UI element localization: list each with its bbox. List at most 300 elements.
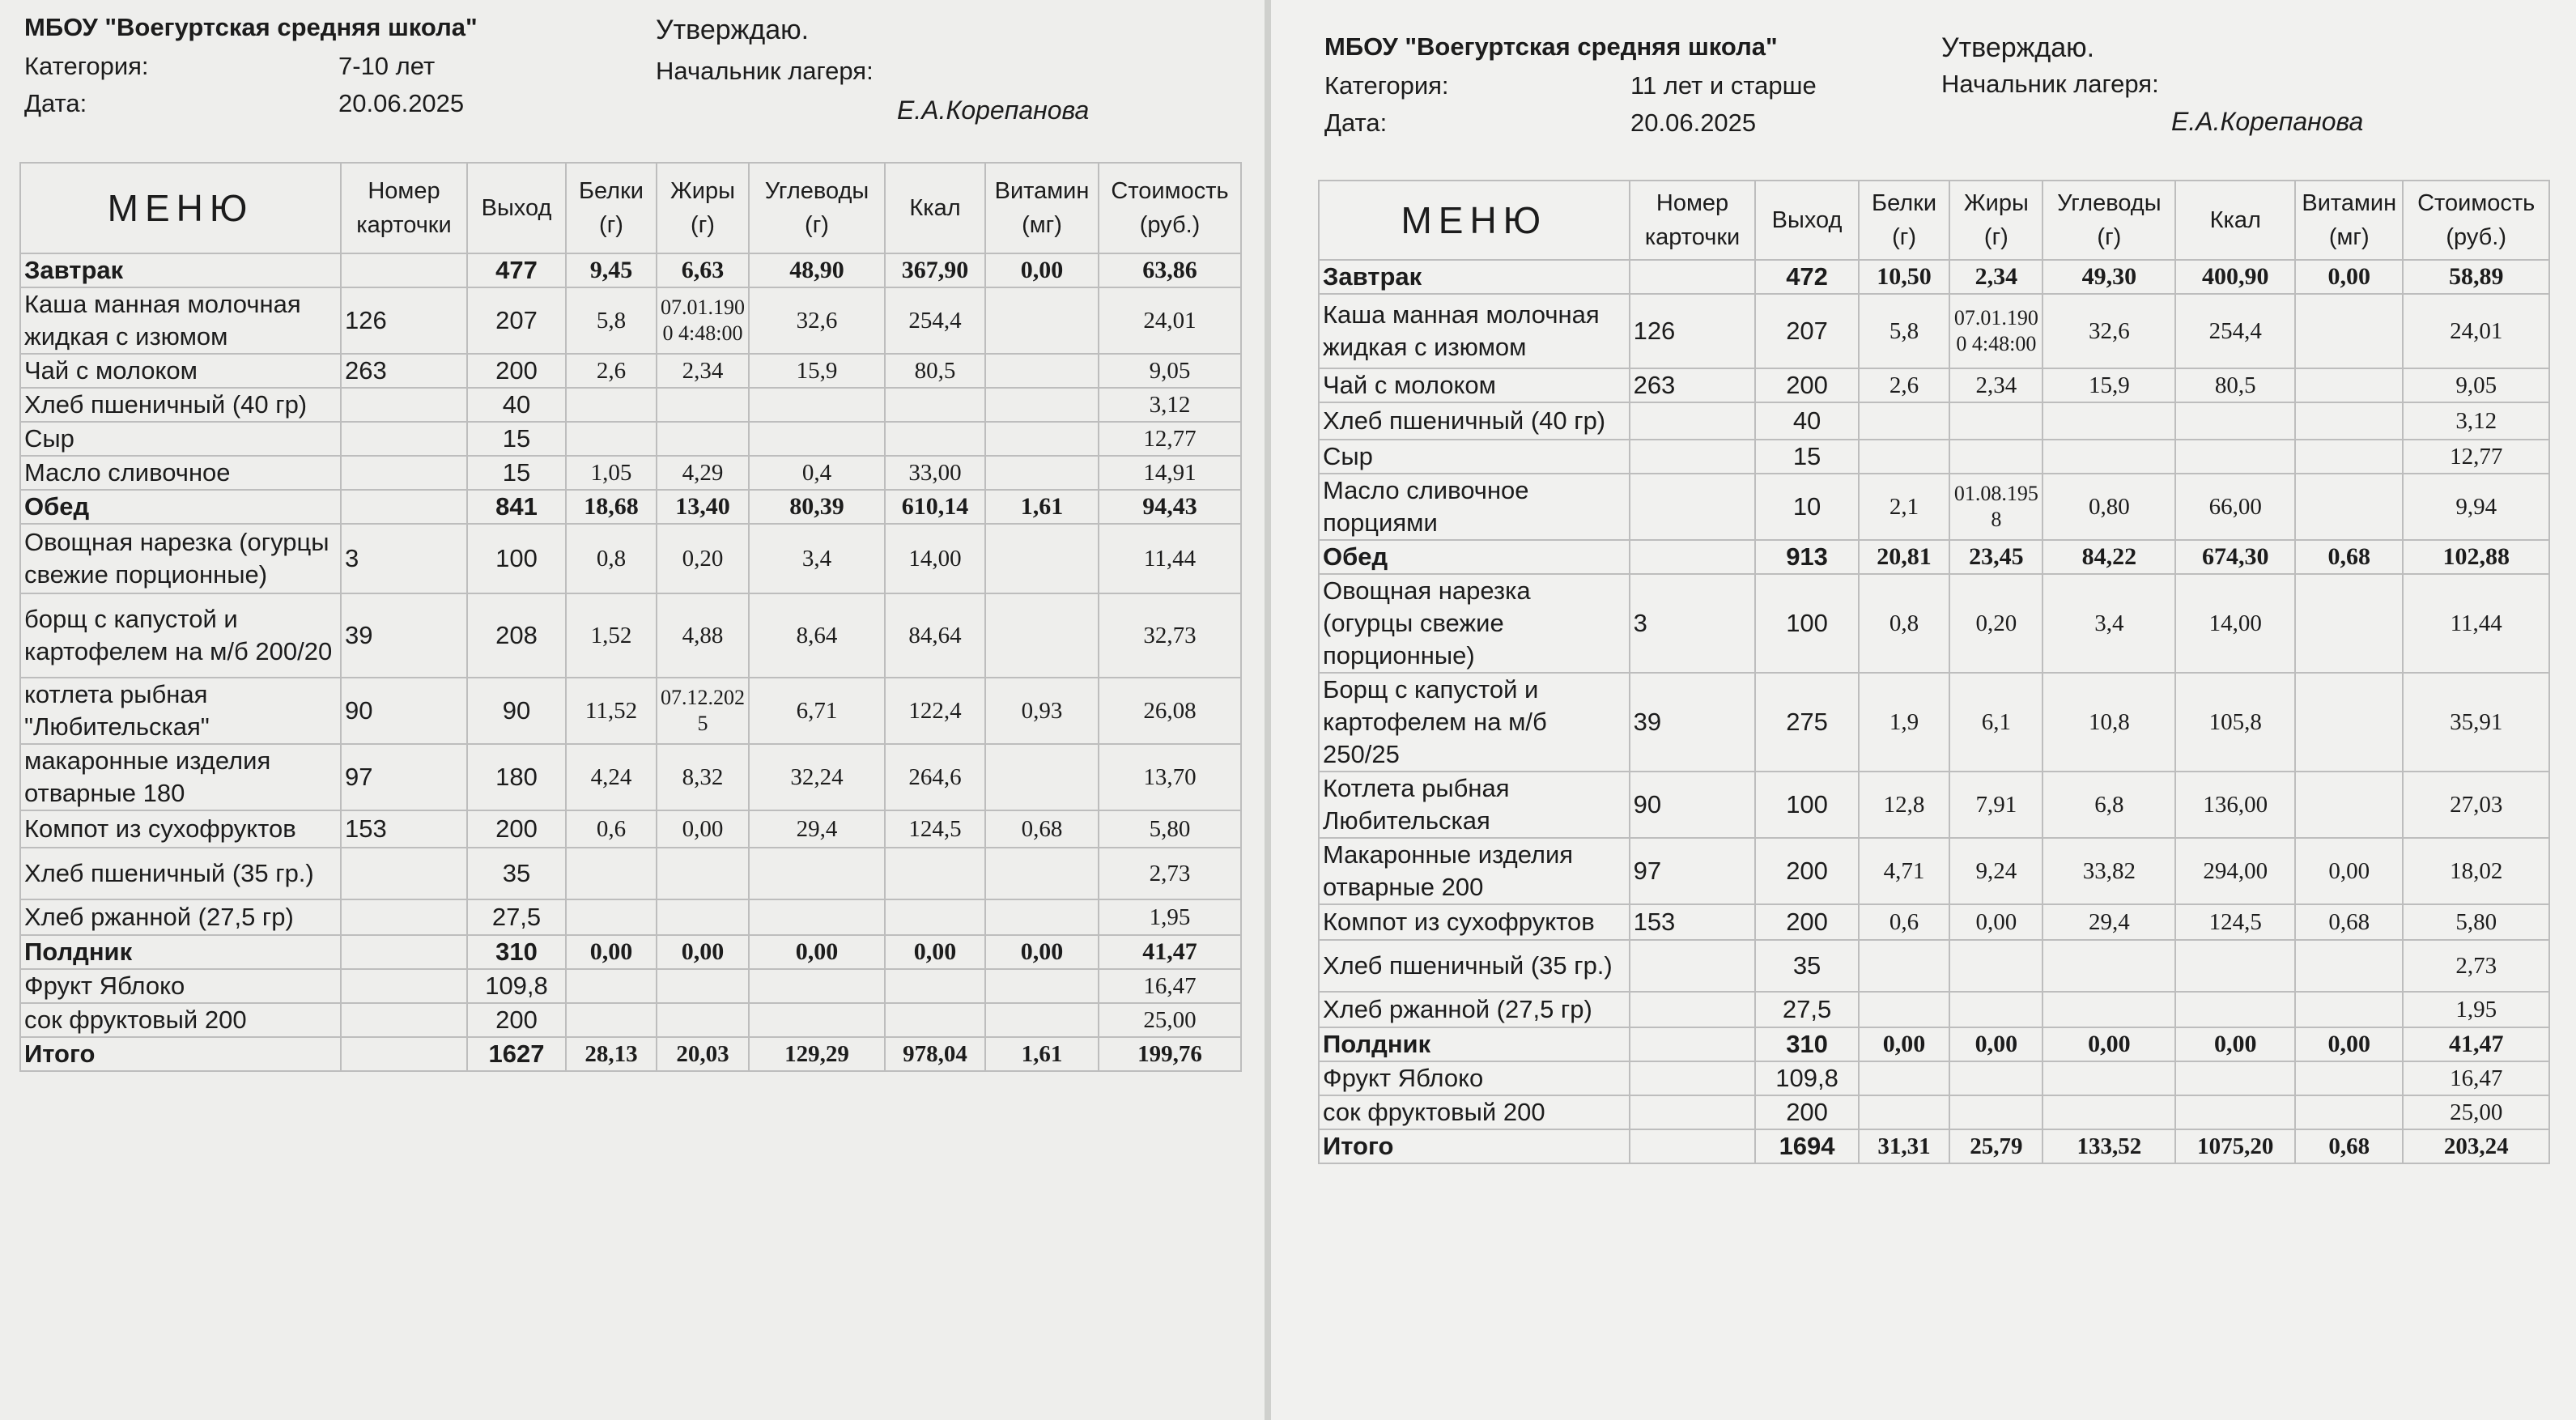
cost-value: 1,95 [2403,992,2549,1027]
dish-name: Компот из сухофруктов [1319,904,1630,940]
fat-value [1949,992,2043,1027]
output-grams: 200 [467,1003,566,1037]
dish-name: Хлеб пшеничный (40 гр) [20,388,341,422]
category-value: 11 лет и старше [1630,71,1817,100]
vitamin-value: 0,00 [2295,838,2403,904]
output-grams: 27,5 [1755,992,1858,1027]
output-grams: 35 [467,848,566,899]
cost-value: 18,02 [2403,838,2549,904]
dish-name: сок фруктовый 200 [1319,1095,1630,1129]
vitamin-value [985,456,1099,490]
card-number: 90 [341,678,467,744]
output-grams: 200 [467,810,566,848]
output-grams: 15 [1755,440,1858,474]
carbs-value: 6,71 [749,678,885,744]
date-label: Дата: [1324,108,1388,137]
table-row [20,848,1241,899]
dish-name: Овощная нарезка (огурцы свежие порционные) [20,524,341,593]
column-header-carbs: Углеводы (г) [749,163,885,253]
kcal-value: 400,90 [2175,260,2295,294]
card-number [1630,402,1756,440]
signature-name: Е.А.Корепанова [897,96,1090,125]
table-row [1319,368,2549,402]
table-row [1319,1061,2549,1095]
column-header-menu: МЕНЮ [1319,181,1630,260]
carbs-value: 0,4 [749,456,885,490]
fat-value [657,848,749,899]
fat-value [657,969,749,1003]
protein-value [1859,1061,1950,1095]
fat-value: 0,00 [657,935,749,969]
kcal-value: 124,5 [2175,904,2295,940]
dish-name: Чай с молоком [20,354,341,388]
protein-value [566,899,657,935]
cost-value: 12,77 [2403,440,2549,474]
kcal-value: 264,6 [885,744,985,810]
approve-text: Утверждаю. [656,15,810,45]
carbs-value [749,1003,885,1037]
card-number [341,456,467,490]
output-grams: 109,8 [467,969,566,1003]
card-number: 126 [1630,294,1756,368]
card-number [341,388,467,422]
cost-value: 14,91 [1099,456,1241,490]
kcal-value [2175,1061,2295,1095]
kcal-value: 84,64 [885,593,985,678]
dish-name: Масло сливочное [20,456,341,490]
date-value: 20.06.2025 [338,89,465,117]
dish-name: борщ с капустой и картофелем на м/б 200/20 [20,593,341,678]
vitamin-value: 0,68 [2295,540,2403,574]
meal-section-row [20,490,1241,524]
meal-section-row [20,935,1241,969]
vitamin-value [2295,402,2403,440]
table-row [20,899,1241,935]
fat-value [657,422,749,456]
protein-value: 2,1 [1859,474,1950,540]
vitamin-value: 0,93 [985,678,1099,744]
protein-value [566,848,657,899]
vitamin-value [2295,574,2403,673]
vitamin-value: 1,61 [985,1037,1099,1071]
fat-value: 07.01.190 0 4:48:00 [657,287,749,354]
cost-value: 203,24 [2403,1129,2549,1163]
table-row [1319,838,2549,904]
protein-value [1859,992,1950,1027]
kcal-value: 136,00 [2175,772,2295,838]
carbs-value: 129,29 [749,1037,885,1071]
output-grams: 90 [467,678,566,744]
output-grams: 109,8 [1755,1061,1858,1095]
vitamin-value [2295,1061,2403,1095]
dish-name: макаронные изделия отварные 180 [20,744,341,810]
carbs-value: 32,24 [749,744,885,810]
cost-value: 9,05 [1099,354,1241,388]
carbs-value: 49,30 [2043,260,2175,294]
dish-name: Котлета рыбная Любительская [1319,772,1630,838]
cost-value: 32,73 [1099,593,1241,678]
meal-section-row [20,253,1241,287]
protein-value: 1,52 [566,593,657,678]
protein-value: 9,45 [566,253,657,287]
fat-value: 2,34 [657,354,749,388]
vitamin-value [985,848,1099,899]
table-row [1319,772,2549,838]
cost-value: 63,86 [1099,253,1241,287]
cost-value: 5,80 [2403,904,2549,940]
output-grams: 310 [467,935,566,969]
fat-value [1949,440,2043,474]
dish-name: Полдник [1319,1027,1630,1061]
cost-value: 24,01 [2403,294,2549,368]
column-header-fat: Жиры (г) [1949,181,2043,260]
table-row [1319,440,2549,474]
carbs-value: 29,4 [749,810,885,848]
vitamin-value: 0,68 [985,810,1099,848]
meal-section-row [1319,1027,2549,1061]
carbs-value [2043,1061,2175,1095]
output-grams: 40 [467,388,566,422]
table-row [1319,904,2549,940]
table-header-row [1319,181,2549,260]
card-number [341,899,467,935]
protein-value [566,422,657,456]
fat-value: 8,32 [657,744,749,810]
dish-name: Компот из сухофруктов [20,810,341,848]
column-header-kcal: Ккал [885,163,985,253]
kcal-value [885,899,985,935]
protein-value: 2,6 [1859,368,1950,402]
school-name: МБОУ "Воегуртская средняя школа" [1324,32,1778,61]
table-row [20,744,1241,810]
kcal-value [2175,402,2295,440]
dish-name: Макаронные изделия отварные 200 [1319,838,1630,904]
fat-value: 07.01.190 0 4:48:00 [1949,294,2043,368]
card-number [341,422,467,456]
card-number [1630,1061,1756,1095]
vitamin-value [985,969,1099,1003]
protein-value [1859,440,1950,474]
kcal-value: 105,8 [2175,673,2295,772]
card-number: 39 [1630,673,1756,772]
column-header-card: Номер карточки [341,163,467,253]
kcal-value: 122,4 [885,678,985,744]
fat-value: 9,24 [1949,838,2043,904]
table-row [20,287,1241,354]
card-number [341,490,467,524]
carbs-value [2043,440,2175,474]
output-grams: 40 [1755,402,1858,440]
protein-value: 11,52 [566,678,657,744]
vitamin-value [2295,772,2403,838]
fat-value [657,388,749,422]
dish-name: Фрукт Яблоко [20,969,341,1003]
protein-value: 28,13 [566,1037,657,1071]
fat-value: 0,00 [1949,904,2043,940]
vitamin-value [2295,368,2403,402]
category-label: Категория: [24,52,149,80]
fat-value: 07.12.202 5 [657,678,749,744]
card-number [1630,540,1756,574]
vitamin-value: 0,68 [2295,904,2403,940]
fat-value [657,899,749,935]
carbs-value [749,388,885,422]
cost-value: 12,77 [1099,422,1241,456]
cost-value: 27,03 [2403,772,2549,838]
carbs-value: 15,9 [749,354,885,388]
table-row [20,524,1241,593]
dish-name: Обед [20,490,341,524]
column-header-vitamin: Витамин (мг) [985,163,1099,253]
fat-value [657,1003,749,1037]
category-value: 7-10 лет [338,52,436,80]
column-header-cost: Стоимость (руб.) [2403,181,2549,260]
output-grams: 15 [467,422,566,456]
vitamin-value [985,899,1099,935]
column-header-vitamin: Витамин (мг) [2295,181,2403,260]
carbs-value [749,848,885,899]
carbs-value: 3,4 [2043,574,2175,673]
dish-name: Итого [20,1037,341,1071]
kcal-value: 674,30 [2175,540,2295,574]
fat-value: 2,34 [1949,260,2043,294]
cost-value: 25,00 [1099,1003,1241,1037]
fat-value: 20,03 [657,1037,749,1071]
table-row [1319,940,2549,992]
card-number: 263 [1630,368,1756,402]
kcal-value: 14,00 [2175,574,2295,673]
carbs-value: 0,00 [2043,1027,2175,1061]
card-number: 3 [1630,574,1756,673]
output-grams: 207 [1755,294,1858,368]
dish-name: Завтрак [20,253,341,287]
card-number: 39 [341,593,467,678]
protein-value: 0,00 [1859,1027,1950,1061]
fat-value: 25,79 [1949,1129,2043,1163]
protein-value: 0,6 [1859,904,1950,940]
cost-value: 3,12 [2403,402,2549,440]
cost-value: 2,73 [1099,848,1241,899]
vitamin-value [2295,440,2403,474]
card-number [1630,1027,1756,1061]
kcal-value [885,422,985,456]
carbs-value: 80,39 [749,490,885,524]
table-row [1319,1095,2549,1129]
vitamin-value: 0,00 [2295,260,2403,294]
camp-head-label: Начальник лагеря: [656,57,874,85]
dish-name: Сыр [20,422,341,456]
fat-value: 4,29 [657,456,749,490]
dish-name: Итого [1319,1129,1630,1163]
carbs-value [2043,1095,2175,1129]
dish-name: Чай с молоком [1319,368,1630,402]
card-number: 153 [341,810,467,848]
cost-value: 16,47 [2403,1061,2549,1095]
dish-name: Сыр [1319,440,1630,474]
dish-name: Хлеб ржанной (27,5 гр) [20,899,341,935]
cost-value: 58,89 [2403,260,2549,294]
output-grams: 841 [467,490,566,524]
protein-value: 20,81 [1859,540,1950,574]
carbs-value [749,422,885,456]
output-grams: 100 [467,524,566,593]
dish-name: Овощная нарезка (огурцы свежие порционные) [1319,574,1630,673]
fat-value: 01.08.195 8 [1949,474,2043,540]
cost-value: 9,05 [2403,368,2549,402]
output-grams: 477 [467,253,566,287]
card-number [341,969,467,1003]
table-row [1319,402,2549,440]
carbs-value: 10,8 [2043,673,2175,772]
card-number [1630,992,1756,1027]
protein-value: 0,6 [566,810,657,848]
cost-value: 5,80 [1099,810,1241,848]
vitamin-value [985,287,1099,354]
table-row [20,456,1241,490]
vitamin-value [2295,992,2403,1027]
table-row [1319,294,2549,368]
protein-value: 1,9 [1859,673,1950,772]
total-row [20,1037,1241,1071]
protein-value: 5,8 [1859,294,1950,368]
output-grams: 100 [1755,574,1858,673]
protein-value: 2,6 [566,354,657,388]
carbs-value: 32,6 [2043,294,2175,368]
cost-value: 26,08 [1099,678,1241,744]
output-grams: 207 [467,287,566,354]
dish-name: Хлеб ржанной (27,5 гр) [1319,992,1630,1027]
dish-name: Масло сливочное порциями [1319,474,1630,540]
carbs-value: 48,90 [749,253,885,287]
dish-name: Обед [1319,540,1630,574]
cost-value: 102,88 [2403,540,2549,574]
cost-value: 199,76 [1099,1037,1241,1071]
kcal-value [2175,440,2295,474]
column-header-protein: Белки (г) [1859,181,1950,260]
dish-name: Фрукт Яблоко [1319,1061,1630,1095]
card-number: 97 [341,744,467,810]
card-number: 90 [1630,772,1756,838]
table-header-row [20,163,1241,253]
carbs-value [2043,940,2175,992]
vitamin-value [985,388,1099,422]
vitamin-value [2295,673,2403,772]
kcal-value [885,1003,985,1037]
menu-sheet-left [0,0,1265,1420]
output-grams: 35 [1755,940,1858,992]
kcal-value: 66,00 [2175,474,2295,540]
vitamin-value [985,354,1099,388]
column-header-fat: Жиры (г) [657,163,749,253]
carbs-value [2043,992,2175,1027]
card-number [1630,440,1756,474]
cost-value: 41,47 [1099,935,1241,969]
vitamin-value: 0,68 [2295,1129,2403,1163]
carbs-value: 32,6 [749,287,885,354]
output-grams: 10 [1755,474,1858,540]
carbs-value: 33,82 [2043,838,2175,904]
dish-name: Хлеб пшеничный (40 гр) [1319,402,1630,440]
column-header-kcal: Ккал [2175,181,2295,260]
carbs-value: 0,00 [749,935,885,969]
table-row [20,1003,1241,1037]
signature-name: Е.А.Корепанова [2171,107,2364,136]
card-number: 3 [341,524,467,593]
fat-value: 6,1 [1949,673,2043,772]
carbs-value: 29,4 [2043,904,2175,940]
output-grams: 27,5 [467,899,566,935]
school-name: МБОУ "Воегуртская средняя школа" [24,13,478,41]
category-label: Категория: [1324,71,1449,100]
column-header-protein: Белки (г) [566,163,657,253]
approve-text: Утверждаю. [1941,32,2095,63]
vitamin-value: 0,00 [985,935,1099,969]
card-number [341,1037,467,1071]
cost-value: 94,43 [1099,490,1241,524]
kcal-value: 978,04 [885,1037,985,1071]
protein-value: 4,24 [566,744,657,810]
card-number [341,848,467,899]
fat-value: 2,34 [1949,368,2043,402]
output-grams: 180 [467,744,566,810]
table-row [1319,474,2549,540]
cost-value: 41,47 [2403,1027,2549,1061]
output-grams: 1627 [467,1037,566,1071]
card-number: 126 [341,287,467,354]
cost-value: 11,44 [1099,524,1241,593]
output-grams: 200 [467,354,566,388]
fat-value: 13,40 [657,490,749,524]
carbs-value [749,899,885,935]
menu-sheet-right [1271,0,2576,1420]
carbs-value: 133,52 [2043,1129,2175,1163]
protein-value: 18,68 [566,490,657,524]
card-number [341,935,467,969]
dish-name: котлета рыбная "Любительская" [20,678,341,744]
output-grams: 310 [1755,1027,1858,1061]
kcal-value [2175,992,2295,1027]
fat-value: 0,20 [657,524,749,593]
carbs-value [2043,402,2175,440]
vitamin-value [985,422,1099,456]
fat-value: 0,00 [657,810,749,848]
cost-value: 9,94 [2403,474,2549,540]
dish-name: Каша манная молочная жидкая с изюмом [20,287,341,354]
cost-value: 25,00 [2403,1095,2549,1129]
column-header-output: Выход [467,163,566,253]
dish-name: Борщ с капустой и картофелем на м/б 250/25 [1319,673,1630,772]
table-row [1319,992,2549,1027]
vitamin-value [985,593,1099,678]
kcal-value: 80,5 [885,354,985,388]
cost-value: 24,01 [1099,287,1241,354]
protein-value: 0,00 [566,935,657,969]
card-number [1630,1095,1756,1129]
table-row [20,810,1241,848]
carbs-value: 84,22 [2043,540,2175,574]
kcal-value [885,969,985,1003]
card-number: 263 [341,354,467,388]
carbs-value: 0,80 [2043,474,2175,540]
protein-value: 10,50 [1859,260,1950,294]
card-number [1630,474,1756,540]
dish-name: сок фруктовый 200 [20,1003,341,1037]
output-grams: 913 [1755,540,1858,574]
dish-name: Полдник [20,935,341,969]
card-number [1630,260,1756,294]
cost-value: 3,12 [1099,388,1241,422]
kcal-value: 124,5 [885,810,985,848]
